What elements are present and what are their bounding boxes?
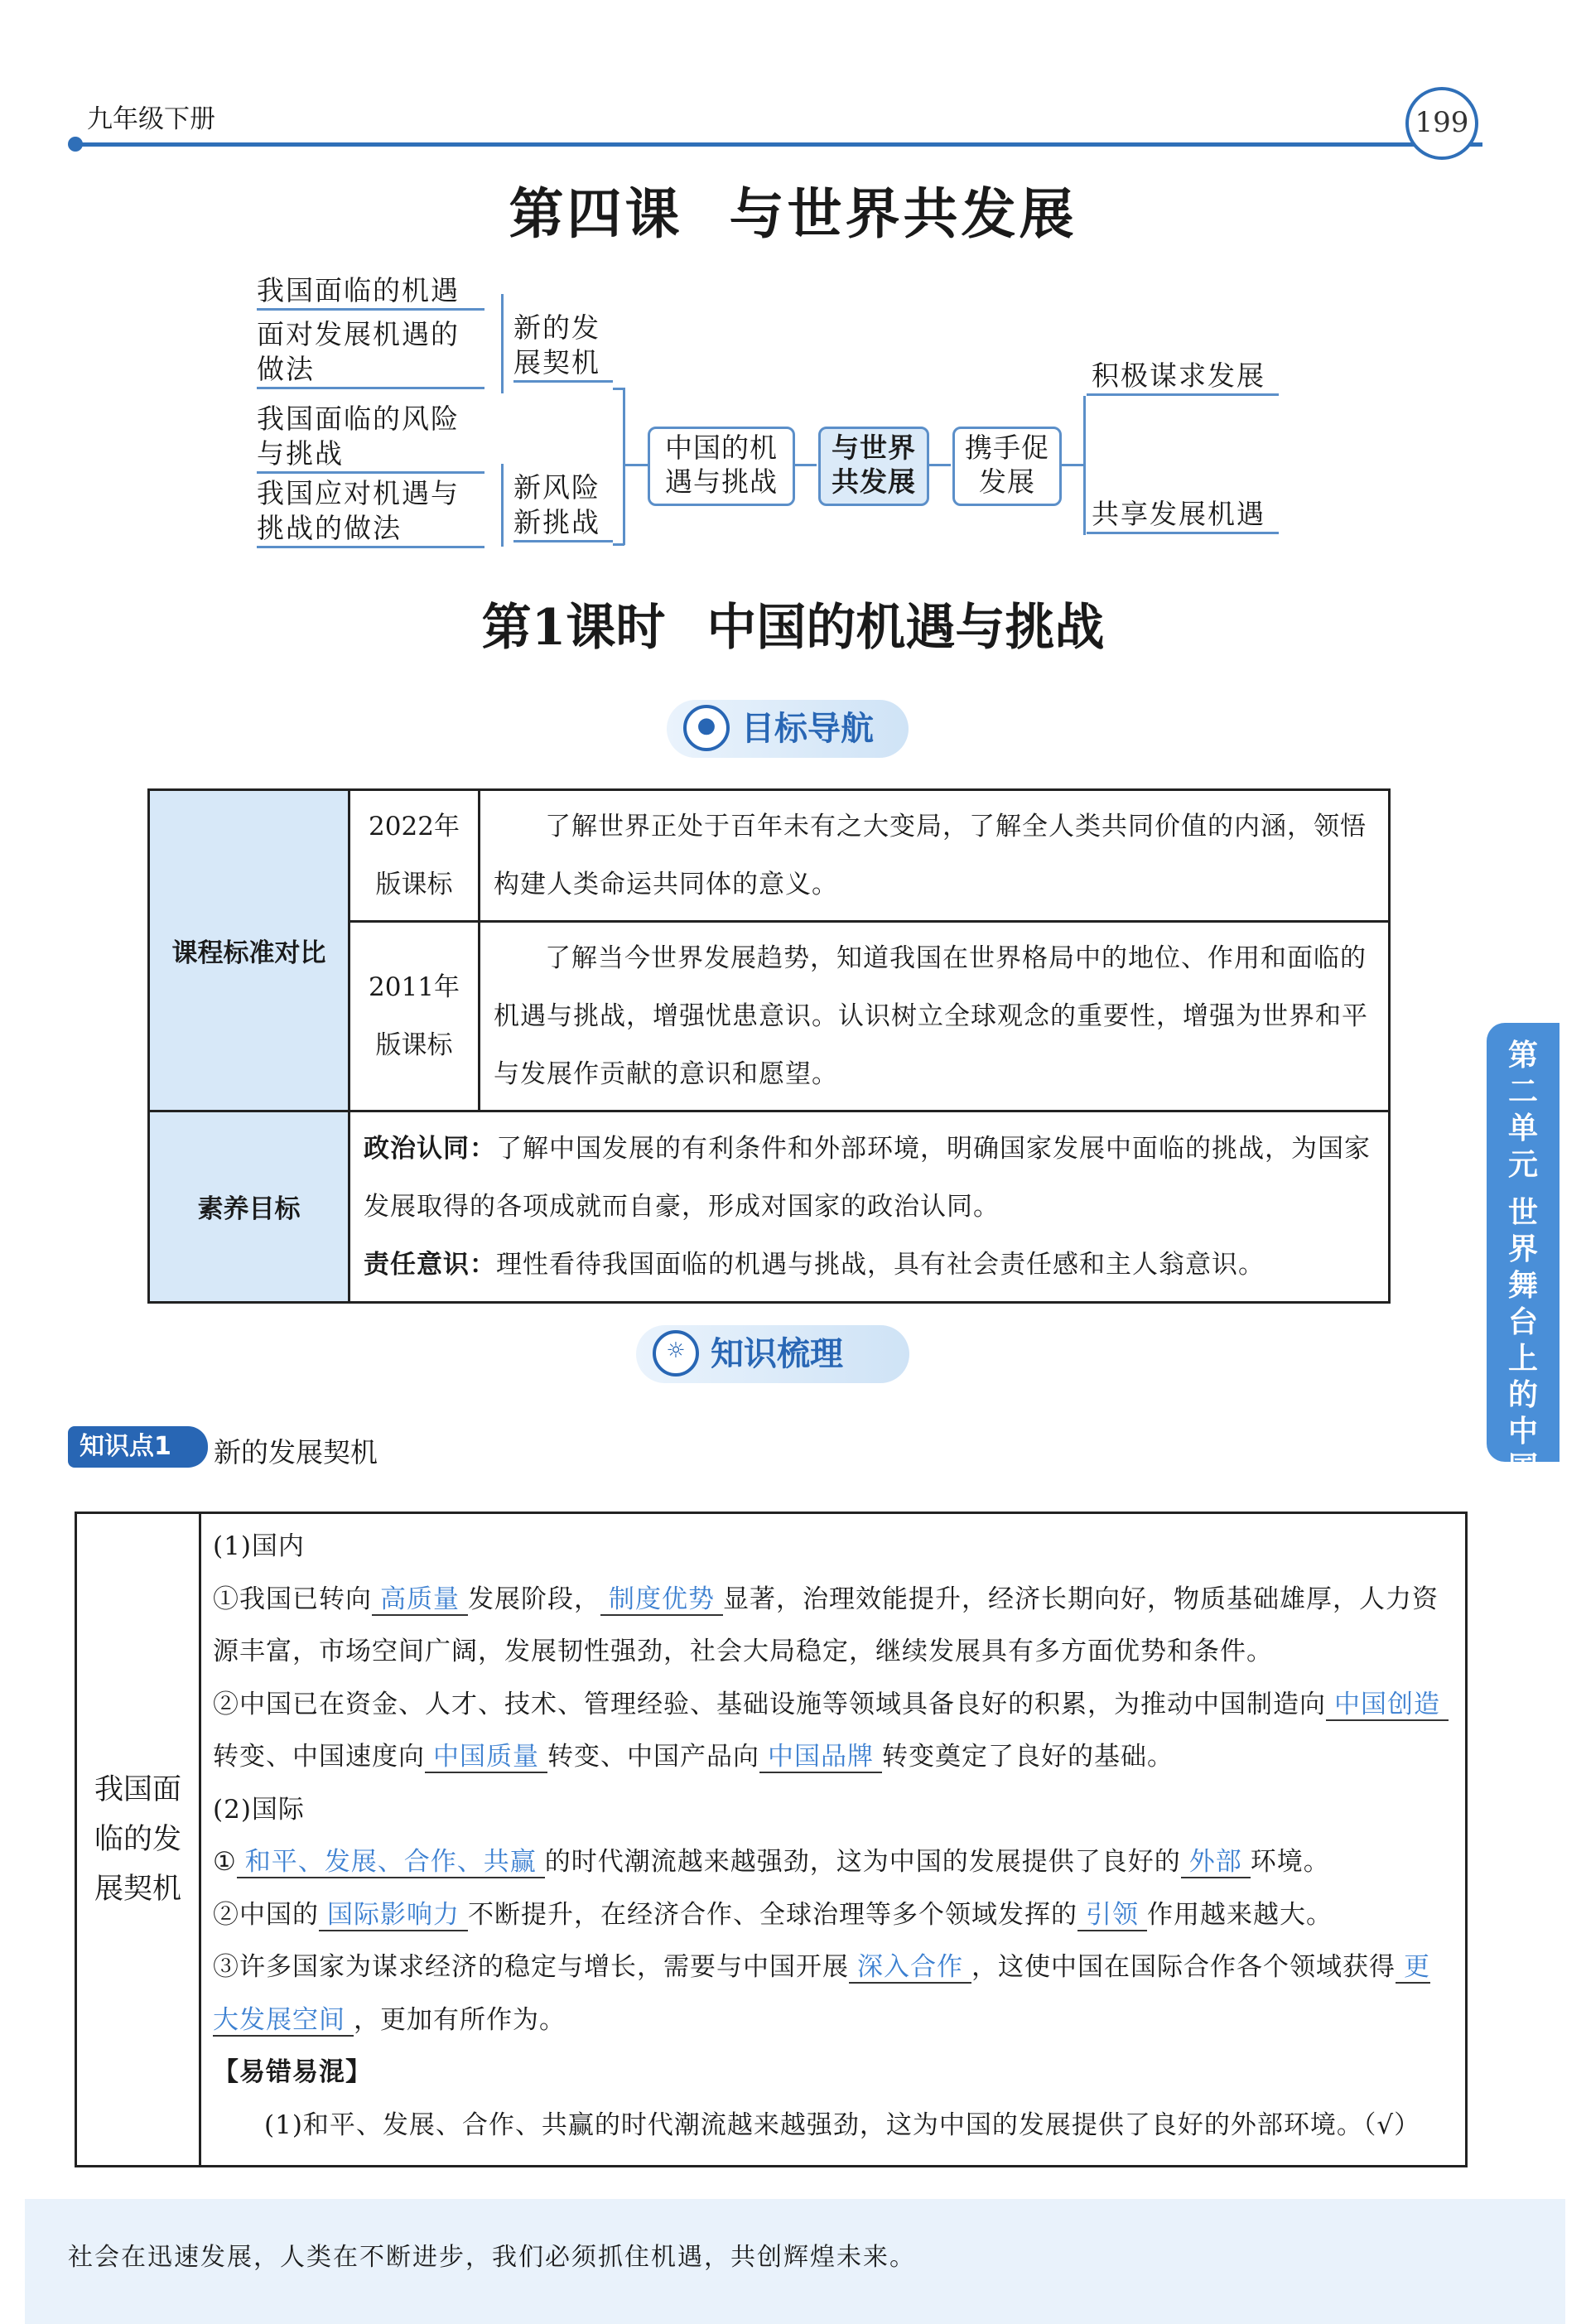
international-item-1 bbox=[213, 1836, 1453, 1889]
center-line1: 与世界 bbox=[832, 432, 916, 464]
mindmap-connector bbox=[1083, 396, 1086, 535]
answer-blank: 引领 bbox=[1077, 1900, 1147, 1931]
year-2011-line2: 版课标 bbox=[375, 1029, 453, 1060]
answer-blank: 中国品牌 bbox=[759, 1742, 882, 1773]
d2-c: 转变、中国速度向 bbox=[213, 1742, 425, 1772]
mindmap-left-item-4-line2: 挑战的做法 bbox=[257, 512, 402, 544]
standard-text-2022 bbox=[480, 790, 1390, 922]
right-item-1-text: 积极谋求发展 bbox=[1092, 359, 1265, 392]
mindmap-right-item-1 bbox=[1087, 359, 1279, 396]
easy-mistake-text: (1)和平、发展、合作、共赢的时代潮流越来越强劲，这为中国的发展提供了良好的外部环境。（√） bbox=[264, 2109, 1421, 2140]
year-2022-line2: 版课标 bbox=[375, 869, 453, 899]
mindmap-center-node bbox=[818, 427, 929, 506]
mindmap-node-cooperation bbox=[952, 427, 1062, 506]
branch1-line2: 展契机 bbox=[513, 346, 600, 378]
mindmap-branch-new-opportunity bbox=[513, 311, 613, 383]
literacy-political-label: 政治认同： bbox=[364, 1133, 496, 1164]
mindmap-connector bbox=[613, 543, 624, 546]
grade-label: 九年级下册 bbox=[87, 104, 215, 134]
standard-text-2011 bbox=[480, 921, 1390, 1111]
goal-banner-label: 目标导航 bbox=[741, 710, 874, 748]
knowledge-banner bbox=[636, 1325, 909, 1383]
literacy-political-text: 了解中国发展的有利条件和外部环境，明确国家发展中面临的挑战，为国家发展取得的各项成就而自豪，形成对国家的政治认同。 bbox=[364, 1133, 1371, 1222]
mindmap-left-item-4-line1: 我国应对机遇与 bbox=[257, 477, 460, 509]
side-tab-unit: 第二单元 bbox=[1507, 1039, 1538, 1182]
d2-e: 转变奠定了良好的基础。 bbox=[882, 1742, 1174, 1772]
standards-row-label: 课程标准对比 bbox=[149, 790, 349, 1111]
mindmap-connector bbox=[1060, 464, 1083, 466]
knowledge-table bbox=[75, 1512, 1468, 2167]
mindmap-left-item-3-line2: 与挑战 bbox=[257, 437, 344, 470]
knowledge-content bbox=[200, 1513, 1467, 2167]
footer-text: 社会在迅速发展，人类在不断进步，我们必须抓住机遇，共创辉煌未来。 bbox=[68, 2243, 916, 2272]
easy-mistake-heading: 【易错易混】 bbox=[213, 2057, 372, 2087]
section-title bbox=[0, 588, 1586, 659]
d2-a: ②中国已在资金、人才、技术、管理经验、基础设施等领域具备良好的积累，为推动中国制造向 bbox=[213, 1689, 1326, 1719]
knowledge-point-tag: 知识点1 bbox=[68, 1426, 208, 1468]
mindmap-branch-new-challenge bbox=[513, 470, 613, 542]
answer-blank: 制度优势 bbox=[600, 1584, 723, 1616]
answer-blank: 和平、发展、合作、共赢 bbox=[237, 1847, 545, 1878]
lightbulb-icon: ☼ bbox=[653, 1330, 699, 1377]
goal-banner bbox=[667, 700, 909, 758]
i1-a: ① bbox=[213, 1847, 237, 1877]
answer-blank: 中国创造 bbox=[1326, 1690, 1449, 1721]
d1-d: 显著，治理效能提升，经济长期向好，物质基础雄厚，人力资源丰富，市场空间广阔，发展韧性强劲，社会大局稳定，继续发展具有多方面优势和条件。 bbox=[213, 1584, 1439, 1666]
mindmap-connector bbox=[501, 464, 504, 547]
i2-d: 作用越来越大。 bbox=[1147, 1899, 1333, 1930]
mindmap-connector bbox=[613, 388, 624, 390]
mindmap-left-item-2 bbox=[257, 317, 484, 389]
side-tab-unit-title: 世界舞台上的中国 bbox=[1507, 1196, 1538, 1485]
year-2022-line1: 2022年 bbox=[369, 811, 460, 841]
international-item-2 bbox=[213, 1889, 1453, 1942]
d1-c: 发展阶段， bbox=[468, 1584, 600, 1614]
i2-c: 不断提升，在经济合作、全球治理等多个领域发挥的 bbox=[468, 1899, 1077, 1930]
literacy-responsibility-label: 责任意识： bbox=[364, 1249, 496, 1280]
international-item-3 bbox=[213, 1941, 1453, 2047]
literacy-responsibility-text: 理性看待我国面临的机遇与挑战，具有社会责任感和主人翁意识。 bbox=[496, 1249, 1265, 1280]
branch1-line1: 新的发 bbox=[513, 311, 600, 344]
node1-line2: 遇与挑战 bbox=[665, 465, 778, 498]
mindmap-connector bbox=[501, 294, 504, 393]
branch2-line1: 新风险 bbox=[513, 471, 600, 504]
literacy-goals bbox=[349, 1111, 1390, 1302]
section-name: 中国的机遇与挑战 bbox=[706, 599, 1105, 657]
center-line2: 共发展 bbox=[832, 465, 916, 498]
mindmap-connector bbox=[623, 388, 625, 545]
standard-text-2011-content: 了解当今世界发展趋势，知道我国在世界格局中的地位、作用和面临的机遇与挑战，增强忧患意识。认识树立全球观念的重要性，增强为世界和平与发展作贡献的意识和愿望。 bbox=[494, 943, 1368, 1089]
answer-blank: 国际影响力 bbox=[319, 1900, 468, 1931]
mindmap-connector bbox=[928, 464, 951, 466]
answer-blank: 中国质量 bbox=[425, 1742, 547, 1773]
d1-a: ①我国已转向 bbox=[213, 1584, 372, 1614]
mindmap-right-item-2 bbox=[1087, 497, 1279, 534]
answer-blank: 外部 bbox=[1181, 1847, 1251, 1878]
right-item-2-text: 共享发展机遇 bbox=[1092, 498, 1265, 530]
answer-blank: 更大发展空间 bbox=[213, 1952, 1430, 2035]
i1-d: 环境。 bbox=[1250, 1847, 1330, 1877]
section-period: 第1课时 bbox=[481, 599, 666, 657]
node2-line1: 携手促 bbox=[965, 432, 1049, 464]
location-pin-icon: ● bbox=[683, 705, 730, 751]
page-number: 199 bbox=[1405, 87, 1478, 160]
literacy-political bbox=[364, 1120, 1375, 1236]
domestic-heading: (1)国内 bbox=[213, 1531, 305, 1561]
d2-d: 转变、中国产品向 bbox=[547, 1742, 759, 1772]
literacy-responsibility bbox=[364, 1236, 1375, 1294]
standards-table bbox=[147, 788, 1391, 1304]
mindmap-connector bbox=[793, 464, 817, 466]
i3-c: ，这使中国在国际合作各个领域获得 bbox=[971, 1952, 1396, 1982]
mindmap-left-item-4 bbox=[257, 476, 484, 548]
standard-year-2022 bbox=[349, 790, 480, 922]
i3-a: ③许多国家为谋求经济的稳定与增长，需要与中国开展 bbox=[213, 1952, 849, 1982]
node2-line2: 发展 bbox=[979, 465, 1035, 498]
kp-label-line1: 我国面 bbox=[94, 1773, 181, 1806]
standard-year-2011 bbox=[349, 921, 480, 1111]
i3-d: ，更加有所作为。 bbox=[354, 2004, 566, 2035]
i1-c: 的时代潮流越来越强劲，这为中国的发展提供了良好的 bbox=[544, 1847, 1181, 1877]
lesson-name: 与世界共发展 bbox=[729, 181, 1077, 246]
answer-blank: 深入合作 bbox=[849, 1952, 971, 1984]
kp-label-line2: 临的发 bbox=[94, 1823, 181, 1856]
mindmap-left-item-2-line1: 面对发展机遇的 bbox=[257, 318, 460, 350]
domestic-item-1 bbox=[213, 1574, 1453, 1679]
kp-label-line3: 展契机 bbox=[94, 1873, 181, 1906]
year-2011-line1: 2011年 bbox=[369, 972, 460, 1002]
unit-side-tab bbox=[1487, 1023, 1559, 1485]
mindmap-left-item-2-line2: 做法 bbox=[257, 353, 315, 385]
knowledge-point-title: 新的发展契机 bbox=[214, 1436, 378, 1468]
international-heading: (2)国际 bbox=[213, 1794, 305, 1825]
mindmap-left-item-3-line1: 我国面临的风险 bbox=[257, 403, 460, 435]
i2-a: ②中国的 bbox=[213, 1899, 319, 1930]
mindmap-connector bbox=[623, 464, 648, 466]
standard-text-2022-content: 了解世界正处于百年未有之大变局，了解全人类共同价值的内涵，领悟构建人类命运共同体的意义。 bbox=[494, 811, 1367, 899]
literacy-label: 素养目标 bbox=[149, 1111, 349, 1302]
node1-line1: 中国的机 bbox=[665, 432, 778, 464]
knowledge-row-label bbox=[76, 1513, 200, 2167]
mindmap-left-item-3 bbox=[257, 402, 484, 474]
mindmap-node-opportunity-challenge bbox=[648, 427, 795, 506]
domestic-item-2 bbox=[213, 1679, 1453, 1784]
mindmap-left-item-1-line: 我国面临的机遇 bbox=[257, 274, 460, 306]
mindmap-left-item-1 bbox=[257, 273, 484, 311]
branch2-line2: 新挑战 bbox=[513, 506, 600, 538]
lesson-number: 第四课 bbox=[509, 181, 683, 246]
answer-blank: 高质量 bbox=[372, 1584, 468, 1616]
mindmap bbox=[0, 0, 1586, 580]
knowledge-banner-label: 知识梳理 bbox=[711, 1335, 843, 1373]
